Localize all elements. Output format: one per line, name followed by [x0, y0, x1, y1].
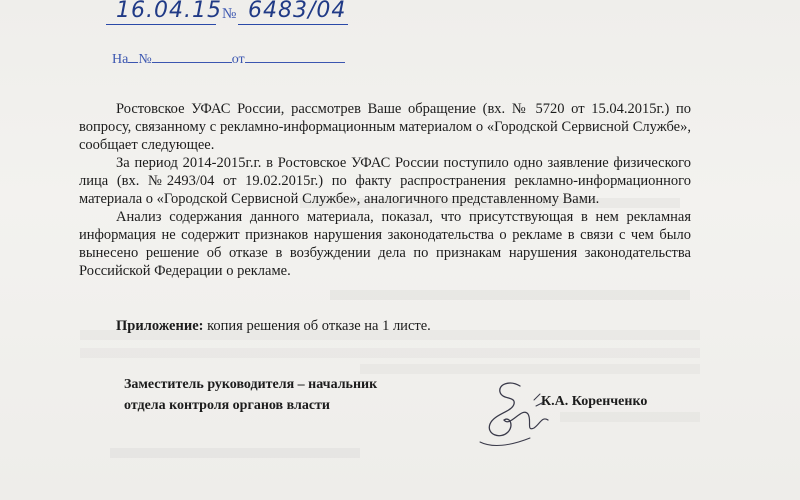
- handwritten-signature: [470, 376, 560, 456]
- paragraph-2: За период 2014-2015г.г. в Ростовское УФАС России поступило одно заявление физического лица (вх. №2493/04 от 19.02.2015г.) по факту распространения рекламно-информационного материала о «Городской Сервисной Службе», аналогичного представленному Вами.: [79, 155, 691, 207]
- ref-no-sign: №: [138, 52, 152, 67]
- attachment-label: Приложение:: [116, 318, 204, 334]
- ref-prefix: На: [112, 52, 129, 67]
- signatory-name: К.А. Коренченко: [541, 394, 648, 409]
- date-underline: [106, 24, 216, 25]
- attachment-line: [116, 318, 431, 335]
- letter-body: [79, 100, 691, 280]
- ref-date-blank: [245, 52, 345, 63]
- attachment-text: копия решения об отказе на 1 листе.: [203, 318, 431, 334]
- ref-number-blank: [152, 52, 232, 63]
- bleed-through-mark: [80, 348, 700, 358]
- handwritten-number: 6483/04: [248, 0, 347, 23]
- bleed-through-mark: [110, 448, 360, 458]
- number-sign: №: [222, 6, 237, 22]
- bleed-through-mark: [330, 290, 690, 300]
- ref-from: от: [231, 52, 245, 67]
- signatory-title-line-1: Заместитель руководителя – начальник: [124, 377, 378, 392]
- paragraph-3: Анализ содержания данного материала, показал, что присутствующая в нем рекламная информация не содержит признаков нарушения законодательства о рекламе в связи с чем было вынесено решение об отказе в возбуждении дела по признакам нарушения законодательства Российской Федерации о рекламе.: [79, 209, 691, 279]
- reference-line: [112, 52, 345, 68]
- number-underline: [238, 24, 348, 25]
- signatory-title-line-2: отдела контроля органов власти: [124, 398, 330, 413]
- paragraph-1: Ростовское УФАС России, рассмотрев Ваше обращение (вх. № 5720 от 15.04.2015г.) по вопросу, связанному с рекламно-информационным материалом о «Городской Сервисной Службе», сообщает следующее.: [79, 101, 691, 153]
- bleed-through-mark: [360, 364, 700, 374]
- handwritten-date: 16.04.15: [116, 0, 222, 23]
- bleed-through-mark: [560, 412, 700, 422]
- signatory-title: [124, 374, 377, 416]
- ref-blank: [128, 52, 138, 63]
